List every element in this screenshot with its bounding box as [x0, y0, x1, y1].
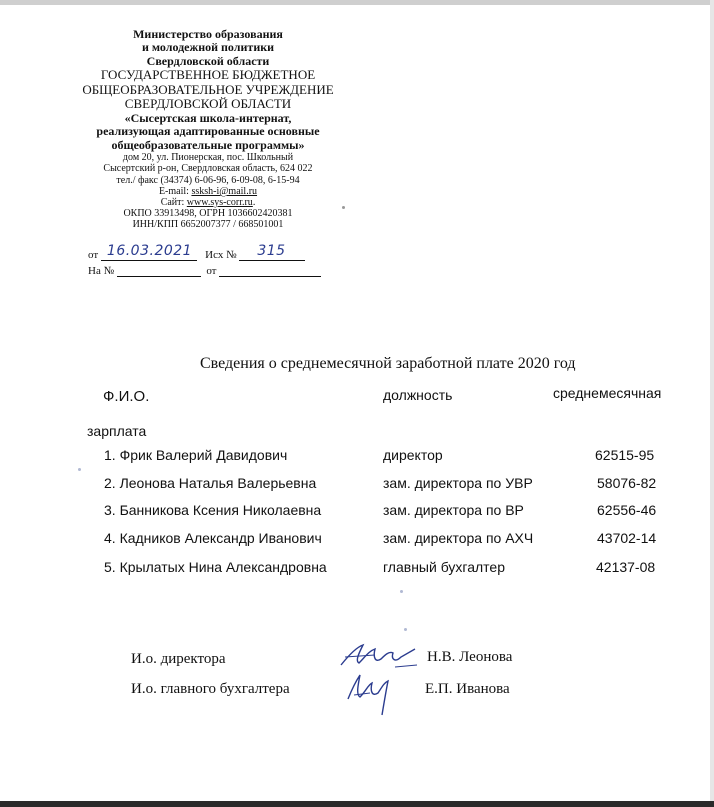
out-number-label: Исх № [205, 249, 237, 261]
date-handwritten: 16.03.2021 [106, 243, 193, 259]
phone-line: тел./ факс (34374) 6-06-96, 6-09-08, 6-15-94 [116, 174, 300, 186]
column-header-name: Ф.И.О. [103, 388, 150, 405]
column-header-salary: среднемесячная [553, 385, 662, 401]
ministry-line-1: Министерство образования [133, 27, 283, 41]
employee-position: главный бухгалтер [383, 559, 505, 575]
letterhead-stamp [58, 28, 358, 231]
email-label: E-mail: [158, 185, 192, 197]
org-line-1: ГОСУДАРСТВЕННОЕ БЮДЖЕТНОЕ [100, 67, 316, 83]
school-line-1: «Сысертская школа-интернат, [124, 110, 292, 125]
employee-salary: 62515-95 [595, 447, 655, 463]
document-title: Сведения о среднемесячной заработной плате 2020 год [200, 355, 576, 372]
date-label: от [88, 249, 99, 261]
address-line-1: дом 20, ул. Пионерская, пос. Школьный [122, 152, 294, 164]
employee-salary: 43702-14 [597, 530, 657, 546]
scan-edge-top [0, 0, 714, 5]
outgoing-ref-row [88, 243, 305, 261]
ink-speck [404, 628, 407, 631]
email-link[interactable]: ssksh-i@mail.ru [191, 185, 258, 197]
out-number-field [239, 243, 305, 261]
okpo-line: ОКПО 33913498, ОГРН 1036602420381 [123, 208, 293, 220]
incoming-ref-row [88, 265, 321, 277]
date-field [101, 243, 197, 261]
school-line-3: общеобразовательные программы» [111, 137, 305, 152]
site-label: Сайт: [160, 197, 187, 209]
employee-name: 3. Банникова Ксения Николаевна [104, 502, 322, 518]
ink-speck [78, 468, 81, 471]
ink-speck [400, 590, 403, 593]
site-link[interactable]: www.sys-corr.ru [186, 197, 253, 209]
email-line [58, 186, 358, 197]
ministry-line-3: Свердловской области [146, 53, 270, 68]
employee-position: директор [383, 447, 443, 463]
out-number-handwritten: 315 [257, 243, 286, 259]
in-from-label: от [206, 265, 217, 277]
inn-line: ИНН/КПП 6652007377 / 668501001 [132, 219, 284, 231]
director-name: Н.В. Леонова [427, 649, 513, 665]
accountant-title: И.о. главного бухгалтера [131, 681, 290, 697]
address-line-2: Сысертский р-он, Свердловская область, 624 022 [103, 163, 313, 175]
site-line [58, 197, 358, 208]
employee-salary: 62556-46 [597, 502, 657, 518]
org-line-3: СВЕРДЛОВСКОЙ ОБЛАСТИ [124, 96, 292, 112]
scan-edge-right [710, 0, 714, 807]
employee-salary: 42137-08 [596, 559, 656, 575]
scan-edge-bottom [0, 801, 714, 807]
in-from-field [219, 266, 321, 277]
ink-speck [342, 206, 345, 209]
school-line-2: реализующая адаптированные основные [96, 124, 320, 139]
org-line-2: ОБЩЕОБРАЗОВАТЕЛЬНОЕ УЧРЕЖДЕНИЕ [82, 81, 334, 97]
ministry-line-2: и молодежной политики [141, 40, 275, 55]
employee-salary: 58076-82 [597, 475, 657, 491]
in-number-field [117, 266, 201, 277]
accountant-name: Е.П. Иванова [425, 681, 510, 697]
director-title: И.о. директора [131, 651, 226, 667]
site-suffix: . [252, 197, 256, 209]
accountant-signature [340, 665, 410, 720]
column-header-salary-continued: зарплата [87, 423, 147, 439]
employee-name: 1. Фрик Валерий Давидович [104, 447, 288, 463]
employee-position: зам. директора по ВР [383, 502, 524, 518]
employee-position: зам. директора по АХЧ [383, 530, 534, 546]
column-header-position: должность [383, 387, 453, 403]
in-number-label: На № [88, 265, 115, 277]
employee-name: 5. Крылатых Нина Александровна [104, 559, 327, 575]
employee-name: 2. Леонова Наталья Валерьевна [104, 475, 317, 491]
employee-position: зам. директора по УВР [383, 475, 533, 491]
employee-name: 4. Кадников Александр Иванович [104, 530, 322, 546]
